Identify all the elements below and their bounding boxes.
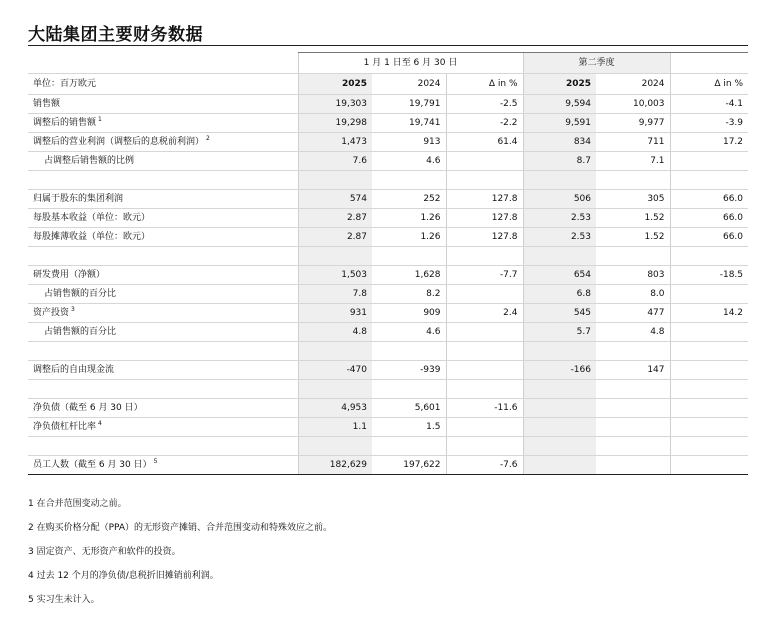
header-blank [28,53,298,74]
table-row [28,285,748,304]
cell: 545 [523,304,596,323]
cell: -2.5 [446,95,523,114]
table-row [28,228,748,247]
cell: 4.6 [372,152,446,171]
cell: 182,629 [298,456,372,475]
cell: 913 [372,133,446,152]
cell: 477 [596,304,670,323]
spacer-row [28,171,748,190]
cell: 147 [596,361,670,380]
footnote: 3 固定资产、无形资产和软件的投资。 [28,547,181,557]
cell [596,456,670,475]
cell [446,152,523,171]
cell: 7.6 [298,152,372,171]
row-label: 每股基本收益（单位：欧元） [28,209,298,228]
cell: -7.7 [446,266,523,285]
cell [446,361,523,380]
header-group-q2: 第二季度 [523,53,670,74]
cell: 305 [596,190,670,209]
table-row [28,114,748,133]
cell: 127.8 [446,209,523,228]
cell: 834 [523,133,596,152]
cell: 127.8 [446,228,523,247]
header-group-ytd: 1 月 1 日至 6 月 30 日 [298,53,523,74]
cell: 8.2 [372,285,446,304]
cell: 909 [372,304,446,323]
cell: 66.0 [670,190,748,209]
cell: 4,953 [298,399,372,418]
cell: 19,791 [372,95,446,114]
spacer-row [28,342,748,361]
cell: 1.1 [298,418,372,437]
row-label: 占销售额的百分比 [28,323,298,342]
cell: 127.8 [446,190,523,209]
row-label: 每股摊薄收益（单位：欧元） [28,228,298,247]
row-label: 调整后的营业利润（调整后的息税前利润） $^2$ [28,133,298,152]
cell: 2.53 [523,209,596,228]
spacer-row [28,247,748,266]
row-label: 销售额 [28,95,298,114]
cell: 2.4 [446,304,523,323]
row-label: 净负债杠杆比率 $^4$ [28,418,298,437]
table-row [28,361,748,380]
cell [596,418,670,437]
table-row [28,418,748,437]
cell: 654 [523,266,596,285]
table-row [28,190,748,209]
cell: -470 [298,361,372,380]
header-year-row [28,74,748,95]
row-label: 员工人数（截至 6 月 30 日） $^5$ [28,456,298,475]
cell: -3.9 [670,114,748,133]
table-row [28,304,748,323]
cell: 711 [596,133,670,152]
row-label: 资产投资 $^3$ [28,304,298,323]
header-period-row [28,53,748,74]
cell: 6.8 [523,285,596,304]
cell: 8.7 [523,152,596,171]
footnote: 4 过去 12 个月的净负债/息税折旧摊销前利润。 [28,571,219,581]
cell: 9,977 [596,114,670,133]
table-row [28,323,748,342]
row-label: 净负债（截至 6 月 30 日） [28,399,298,418]
cell: 5.7 [523,323,596,342]
cell: 19,303 [298,95,372,114]
cell: 1,503 [298,266,372,285]
cell: 803 [596,266,670,285]
cell: 506 [523,190,596,209]
cell: -939 [372,361,446,380]
row-label: 研发费用（净额） [28,266,298,285]
cell [446,418,523,437]
cell: 1,628 [372,266,446,285]
cell [670,285,748,304]
cell: 7.8 [298,285,372,304]
footnote: 2 在购买价格分配（PPA）的无形资产摊销、合并范围变动和特殊效应之前。 [28,523,333,533]
col-header: 2025 [298,74,372,95]
cell [670,418,748,437]
table-row [28,399,748,418]
cell: 4.8 [596,323,670,342]
cell: -11.6 [446,399,523,418]
cell: 19,741 [372,114,446,133]
footnote: 5 实习生未计入。 [28,595,100,605]
col-header: 2025 [523,74,596,95]
row-label: 归属于股东的集团利润 [28,190,298,209]
cell: 2.87 [298,228,372,247]
cell [670,361,748,380]
table-row [28,266,748,285]
cell: -4.1 [670,95,748,114]
cell: 1.26 [372,228,446,247]
cell [523,456,596,475]
cell: 66.0 [670,209,748,228]
cell: 197,622 [372,456,446,475]
cell: -2.2 [446,114,523,133]
row-label: 占销售额的百分比 [28,285,298,304]
col-header: 2024 [372,74,446,95]
spacer-row [28,437,748,456]
cell [523,399,596,418]
cell: 252 [372,190,446,209]
page-title: 大陆集团主要财务数据 [28,25,203,45]
table-row [28,152,748,171]
cell [523,418,596,437]
cell: 931 [298,304,372,323]
cell: -166 [523,361,596,380]
table-row [28,95,748,114]
cell: 5,601 [372,399,446,418]
cell: -18.5 [670,266,748,285]
cell: 66.0 [670,228,748,247]
footnote: 1 在合并范围变动之前。 [28,499,127,509]
cell: 574 [298,190,372,209]
cell: 4.6 [372,323,446,342]
table-row [28,456,748,475]
col-header: Δ in % [446,74,523,95]
cell: 14.2 [670,304,748,323]
title-rule [28,45,748,46]
cell: 9,594 [523,95,596,114]
col-header: Δ in % [670,74,748,95]
row-label: 调整后的销售额 $^1$ [28,114,298,133]
cell: -7.6 [446,456,523,475]
cell: 19,298 [298,114,372,133]
header-blank [670,53,748,74]
cell: 1.5 [372,418,446,437]
cell: 2.53 [523,228,596,247]
cell: 1.52 [596,209,670,228]
cell: 4.8 [298,323,372,342]
footnotes [28,498,748,618]
cell [596,399,670,418]
col-header: 2024 [596,74,670,95]
cell [670,323,748,342]
cell: 1,473 [298,133,372,152]
table-row [28,209,748,228]
cell [670,456,748,475]
cell: 17.2 [670,133,748,152]
unit-label: 单位：百万欧元 [28,74,298,95]
cell: 1.26 [372,209,446,228]
cell: 1.52 [596,228,670,247]
cell: 9,591 [523,114,596,133]
financial-table [28,52,748,475]
cell: 10,003 [596,95,670,114]
table-row [28,133,748,152]
cell: 7.1 [596,152,670,171]
cell [446,285,523,304]
row-label: 占调整后销售额的比例 [28,152,298,171]
row-label: 调整后的自由现金流 [28,361,298,380]
cell [670,152,748,171]
cell [670,399,748,418]
cell [446,323,523,342]
cell: 2.87 [298,209,372,228]
cell: 8.0 [596,285,670,304]
cell: 61.4 [446,133,523,152]
spacer-row [28,380,748,399]
